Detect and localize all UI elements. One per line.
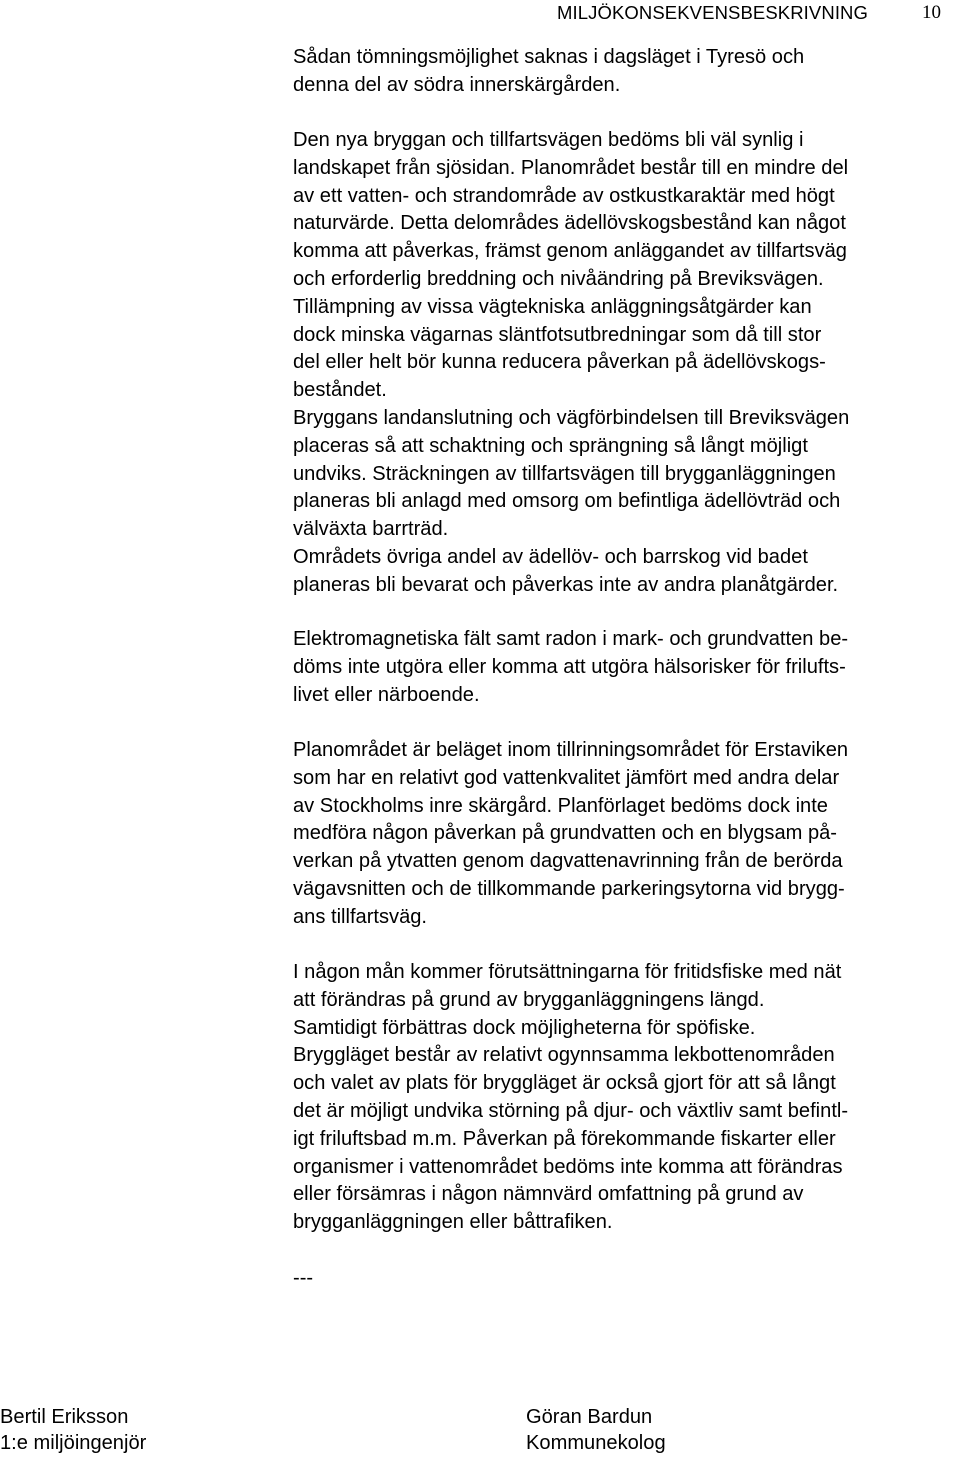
paragraph-3 [293,626,960,709]
text-line: del eller helt bör kunna reducera påverkan på ädellövskogs- [293,351,826,374]
text-line: Områdets övriga andel av ädellöv- och barrskog vid badet [293,545,808,568]
paragraph-5 [293,959,960,1237]
paragraph-4 [293,737,960,932]
text-line: I någon mån kommer förutsättningarna för fritidsfiske med nät [293,961,842,983]
text-line: det är möjligt undvika störning på djur- och växtliv samt befintl- [293,1099,849,1122]
text-line: och valet av plats för bryggläget är också gjort för att så långt [293,1072,836,1095]
text-line: Sådan tömningsmöjlighet saknas i dagsläget i Tyresö och [293,46,805,68]
text-line: välväxta barrträd. [293,518,449,541]
text-line: av ett vatten- och strandområde av ostkustkaraktär med högt [293,184,835,207]
text-line: organismer i vattenområdet bedöms inte komma att förändras [293,1155,843,1178]
text-line: av Stockholms inre skärgård. Planförlaget bedöms dock inte [293,794,828,817]
text-line: undviks. Sträckningen av tillfartsvägen till brygganläggningen [293,462,836,485]
text-line: Planområdet är beläget inom tillrinningsområdet för Erstaviken [293,739,849,761]
text-line: och erforderlig breddning och nivåändring på Breviksvägen. [293,267,824,290]
text-line: ans tillfartsväg. [293,905,428,928]
signatory-title: Kommunekolog [526,1432,666,1454]
signatory-name: Göran Bardun [526,1406,653,1428]
text-line: Bryggans landanslutning och vägförbindelsen till Breviksvägen [293,406,850,429]
text-line: vägavsnitten och de tillkommande parkeringsytorna vid brygg- [293,877,845,900]
text-line: Bryggläget består av relativt ogynnsamma lekbottenområden [293,1044,835,1067]
text-line: Samtidigt förbättras dock möjligheterna för spöfiske. [293,1016,756,1039]
text-line: dock minska vägarnas släntfotsutbredningar som då till stor [293,323,822,346]
text-line: landskapet från sjösidan. Planområdet består till en mindre del [293,156,849,179]
text-line: denna del av södra innerskärgården. [293,73,621,96]
section-separator [293,1265,960,1293]
text-line: planeras bli anlagd med omsorg om befintliga ädellövträd och [293,490,841,513]
signatory-name: Bertil Eriksson [0,1406,129,1428]
page-number: 10 [922,2,941,23]
text-line: planeras bli bevarat och påverkas inte av andra planåtgärder. [293,573,839,596]
text-line: medföra någon påverkan på grundvatten och en blygsam på- [293,822,838,845]
signature-left [0,1404,146,1456]
text-line: Den nya bryggan och tillfartsvägen bedöms bli väl synlig i [293,129,804,151]
signature-right [526,1404,666,1456]
text-line: att förändras på grund av brygganläggningens längd. [293,988,765,1011]
text-line: döms inte utgöra eller komma att utgöra hälsorisker för frilufts- [293,655,846,678]
text-line: Tillämpning av vissa vägtekniska anläggningsåtgärder kan [293,295,812,318]
text-line: verkan på ytvatten genom dagvattenavrinning från de berörda [293,850,843,873]
paragraph-1 [293,44,960,100]
text-line: beståndet. [293,379,387,402]
text-line: igt friluftsbad m.m. Påverkan på förekommande fiskarter eller [293,1127,836,1150]
paragraph-2 [293,127,960,600]
separator-text: --- [293,1267,314,1289]
text-line: brygganläggningen eller båttrafiken. [293,1211,613,1234]
text-line: naturvärde. Detta delområdes ädellövskogsbestånd kan något [293,212,846,235]
text-line: som har en relativt god vattenkvalitet jämfört med andra delar [293,766,840,789]
text-line: placeras så att schaktning och sprängning så långt möjligt [293,434,808,457]
page-header [557,0,960,26]
text-line: komma att påverkas, främst genom anläggandet av tillfartsväg [293,240,847,263]
document-title: MILJÖKONSEKVENSBESKRIVNING [557,2,869,23]
signatory-title: 1:e miljöingenjör [0,1432,147,1454]
text-line: eller försämras i någon nämnvärd omfattning på grund av [293,1183,804,1206]
text-line: Elektromagnetiska fält samt radon i mark- och grundvatten be- [293,628,849,650]
text-line: livet eller närboende. [293,683,480,706]
